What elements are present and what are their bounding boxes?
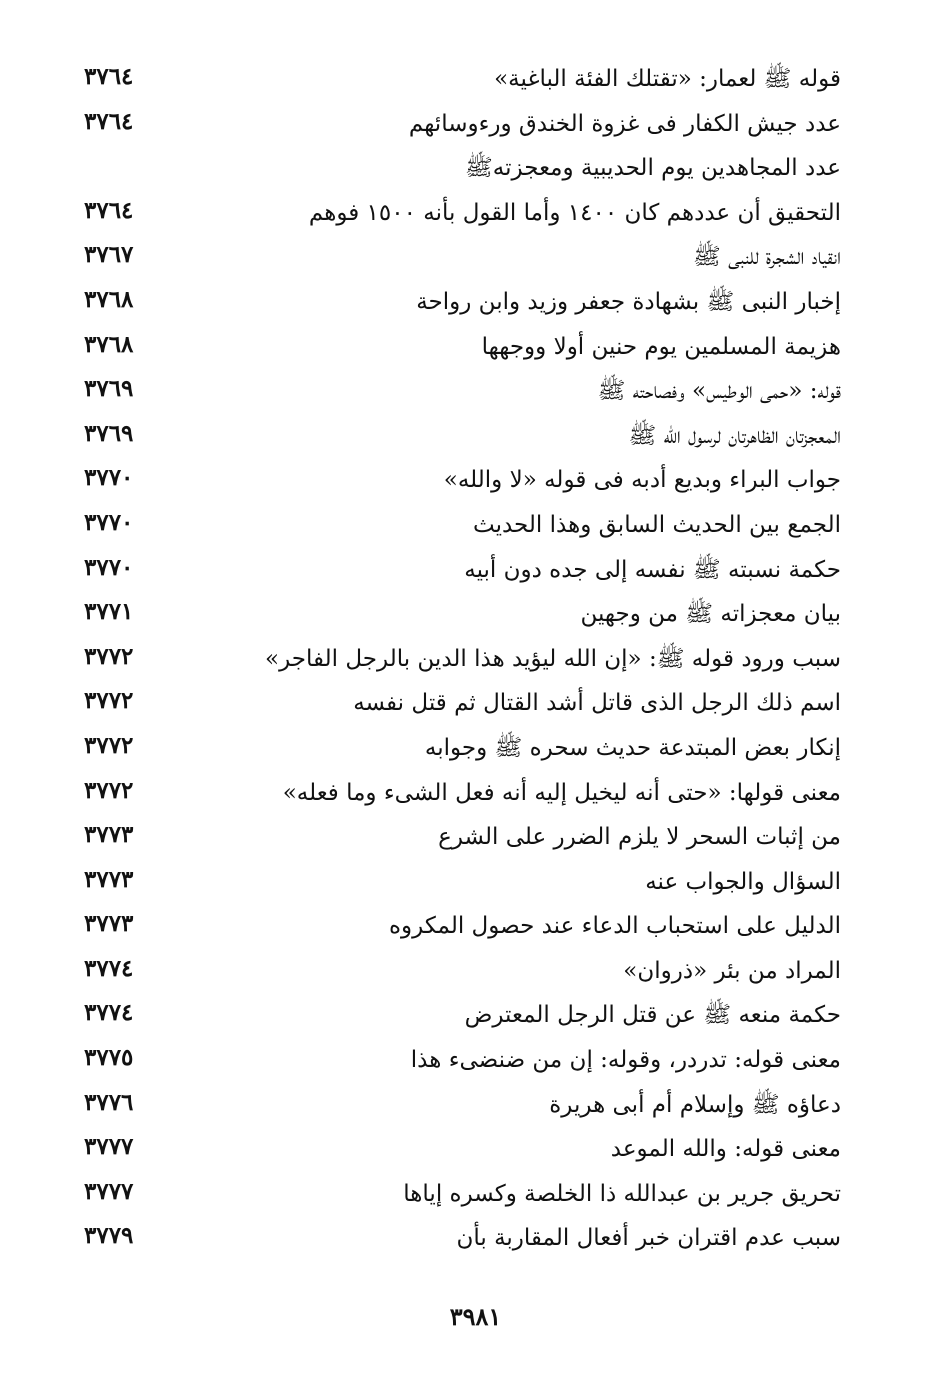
toc-row — [0, 103, 951, 148]
toc-entry-page: ٣٧٦٨ — [84, 285, 134, 313]
toc-entry-page: ٣٧٧٠ — [84, 508, 134, 536]
toc-entry-page: ٣٧٧٣ — [84, 821, 134, 849]
toc-entry-page: ٣٧٧٢ — [84, 776, 134, 804]
toc-entry-title: بيان معجزاته ﷺ من وجهين — [580, 601, 841, 628]
toc-row — [0, 1039, 951, 1084]
toc-entry-page: ٣٧٧٧ — [84, 1177, 134, 1205]
toc-row — [0, 236, 951, 281]
toc-row — [0, 147, 951, 192]
toc-entry-page: ٣٧٧٠ — [84, 464, 134, 492]
toc-entry-title: انقياد الشجرة للنبى ﷺ — [693, 244, 841, 271]
toc-entry-page: ٣٧٧٩ — [84, 1222, 134, 1250]
toc-row — [0, 994, 951, 1039]
toc-entry-title: عدد المجاهدين يوم الحديبية ومعجزتهﷺ — [465, 155, 841, 182]
toc-row — [0, 1084, 951, 1129]
toc-entry-title: جواب البراء وبديع أدبه فى قوله «لا والله» — [443, 467, 841, 494]
toc-row — [0, 1173, 951, 1218]
toc-entry-title: التحقيق أن عددهم كان ١٤٠٠ وأما القول بأنه ١٥٠٠ فوهم — [308, 199, 841, 226]
toc-row — [0, 370, 951, 415]
toc-entry-title: معنى قوله: والله الموعد — [610, 1136, 841, 1163]
toc-entry-title: الدليل على استحباب الدعاء عند حصول المكروه — [388, 913, 841, 940]
toc-entry-title: قوله: «حمى الوطيس» وفصاحته ﷺ — [597, 378, 841, 405]
toc-entry-page: ٣٧٧٢ — [84, 731, 134, 759]
toc-entry-page: ٣٧٧٢ — [84, 642, 134, 670]
toc-entry-page: ٣٧٦٨ — [84, 330, 134, 358]
page-number: ٣٩٨١ — [449, 1302, 502, 1331]
toc-row — [0, 281, 951, 326]
toc-entry-title: تحريق جرير بن عبدالله ذا الخلصة وكسره إياها — [403, 1180, 841, 1207]
toc-entry-page: ٣٧٧٣ — [84, 865, 134, 893]
toc-entry-title: من إثبات السحر لا يلزم الضرر على الشرع — [438, 824, 841, 851]
toc-entry-title: حكمة نسبته ﷺ نفسه إلى جده دون أبيه — [464, 556, 841, 583]
toc-row — [0, 58, 951, 103]
toc-row — [0, 593, 951, 638]
toc-row — [0, 192, 951, 237]
toc-row — [0, 727, 951, 772]
toc-entry-page: ٣٧٧٦ — [84, 1088, 134, 1116]
toc-row — [0, 638, 951, 683]
toc-entry-page: ٣٧٦٩ — [84, 375, 134, 403]
toc-row — [0, 905, 951, 950]
toc-entry-title: إخبار النبى ﷺ بشهادة جعفر وزيد وابن رواحة — [416, 288, 841, 315]
toc-row — [0, 1128, 951, 1173]
toc-entry-title: معنى قوله: تدردر، وقوله: إن من ضنضىء هذا — [410, 1047, 841, 1074]
toc-entry-page: ٣٧٧٤ — [84, 954, 134, 982]
toc-entry-title: المراد من بئر «ذروان» — [623, 957, 841, 984]
toc-row — [0, 549, 951, 594]
toc-entry-title: السؤال والجواب عنه — [645, 868, 841, 895]
toc-row — [0, 950, 951, 995]
toc-entry-page: ٣٧٦٩ — [84, 419, 134, 447]
toc-row — [0, 415, 951, 460]
toc-entry-page: ٣٧٦٤ — [84, 63, 134, 90]
toc-row — [0, 326, 951, 371]
toc-row — [0, 682, 951, 727]
toc-entry-page: ٣٧٦٤ — [84, 196, 134, 224]
toc-entry-page: ٣٧٧١ — [84, 598, 134, 626]
toc-entry-page: ٣٧٧٠ — [84, 553, 134, 581]
toc-entry-title: معنى قولها: «حتى أنه ليخيل إليه أنه فعل الشىء وما فعله» — [282, 779, 841, 806]
toc-row — [0, 504, 951, 549]
toc-entry-page: ٣٧٦٧ — [84, 241, 134, 269]
toc-entry-title: حكمة منعه ﷺ عن قتل الرجل المعترض — [464, 1002, 841, 1029]
toc-entry-title: سبب ورود قوله ﷺ: «إن الله ليؤيد هذا الدين بالرجل الفاجر» — [265, 645, 841, 672]
table-of-contents — [0, 58, 951, 1262]
toc-entry-title: اسم ذلك الرجل الذى قاتل أشد القتال ثم قتل نفسه — [353, 690, 841, 717]
toc-row — [0, 772, 951, 817]
toc-entry-title: إنكار بعض المبتدعة حديث سحره ﷺ وجوابه — [424, 734, 841, 761]
toc-entry-title: سبب عدم اقتران خبر أفعال المقاربة بأن — [456, 1225, 841, 1252]
toc-entry-page: ٣٧٧٥ — [84, 1044, 134, 1072]
toc-entry-page: ٣٧٧٧ — [84, 1133, 134, 1161]
toc-row — [0, 459, 951, 504]
toc-entry-title: الجمع بين الحديث السابق وهذا الحديث — [473, 511, 841, 538]
toc-entry-title: قوله ﷺ لعمار: «تقتلك الفئة الباغية» — [494, 66, 841, 92]
toc-row — [0, 861, 951, 906]
toc-row — [0, 1217, 951, 1262]
toc-entry-page: ٣٧٧٤ — [84, 999, 134, 1027]
toc-entry-page: ٣٧٧٣ — [84, 910, 134, 938]
toc-entry-page: ٣٧٧٢ — [84, 687, 134, 715]
toc-row — [0, 816, 951, 861]
toc-entry-page: ٣٧٦٤ — [84, 107, 134, 135]
toc-entry-title: عدد جيش الكفار فى غزوة الخندق ورءوسائهم — [408, 110, 841, 137]
toc-entry-title: دعاؤه ﷺ وإسلام أم أبى هريرة — [549, 1091, 841, 1118]
toc-entry-title: هزيمة المسلمين يوم حنين أولا ووجهها — [481, 333, 841, 360]
toc-entry-title: المعجزتان الظاهرتان لرسول الله ﷺ — [628, 422, 841, 449]
